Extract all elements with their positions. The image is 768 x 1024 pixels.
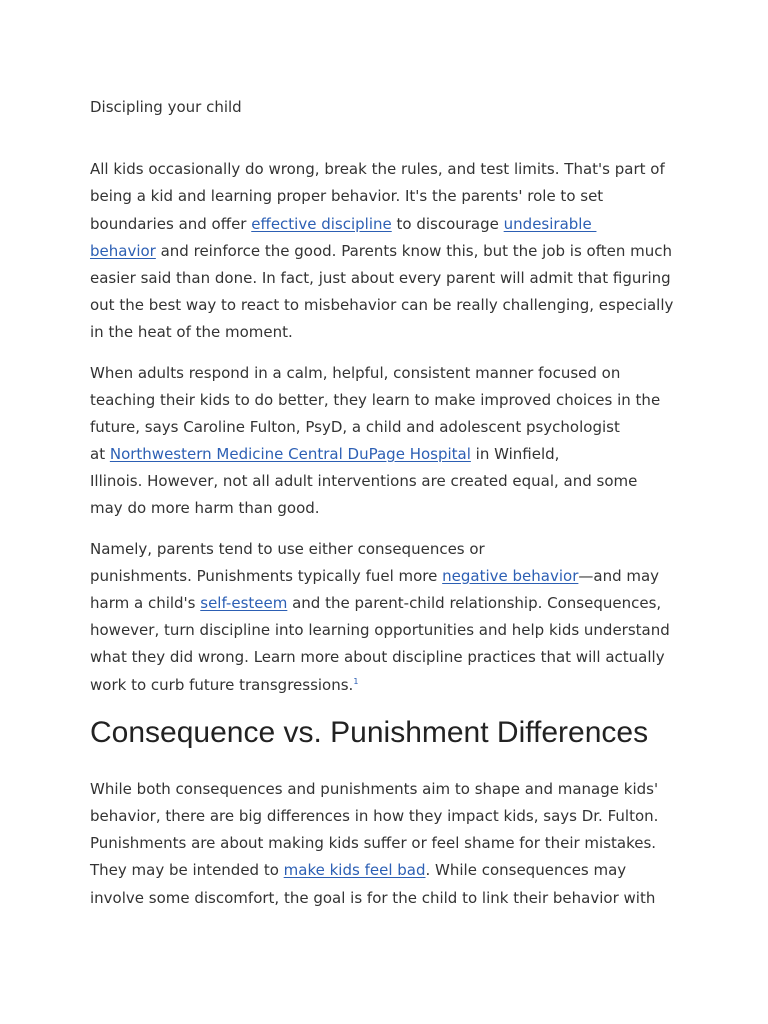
paragraph-consequences bbox=[90, 536, 700, 699]
paragraph-line bbox=[90, 590, 700, 617]
text-run: in the heat of the moment. bbox=[90, 323, 293, 342]
article-title: Discipling your child bbox=[90, 98, 242, 116]
paragraph-line bbox=[90, 292, 700, 319]
paragraph-line bbox=[90, 183, 700, 210]
text-run: Illinois. However, not all adult interventions are created equal, and some bbox=[90, 472, 638, 491]
footnote-marker bbox=[353, 677, 358, 686]
article bbox=[90, 94, 700, 925]
paragraph-line bbox=[90, 468, 700, 495]
section-heading: Consequence vs. Punishment Differences bbox=[90, 715, 649, 749]
paragraph-line bbox=[90, 387, 700, 414]
text-run: teaching their kids to do better, they learn to make improved choices in the bbox=[90, 390, 661, 409]
link-undesirable-behavior[interactable]: behavior bbox=[90, 241, 156, 260]
paragraph-line bbox=[90, 803, 700, 830]
paragraph-line bbox=[90, 495, 700, 522]
text-run: Namely, parents tend to use either consequences or bbox=[90, 539, 485, 558]
text-run: may do more harm than good. bbox=[90, 499, 320, 518]
paragraph-line bbox=[90, 360, 700, 387]
text-run: involve some discomfort, the goal is for the child to link their behavior with bbox=[90, 888, 656, 907]
paragraph-line bbox=[90, 414, 700, 441]
paragraph-differences bbox=[90, 776, 700, 912]
footnote-link[interactable]: 1 bbox=[353, 676, 359, 686]
link-self-esteem[interactable]: self-esteem bbox=[200, 594, 288, 612]
text-run: however, turn discipline into learning opportunities and help kids understand bbox=[90, 621, 670, 640]
link-make-kids-feel-bad[interactable]: make kids feel bad bbox=[283, 861, 426, 880]
paragraph-line bbox=[90, 156, 700, 183]
paragraph-line bbox=[90, 885, 700, 912]
text-run: to discourage bbox=[391, 214, 504, 233]
text-run: punishments. Punishments typically fuel more bbox=[90, 566, 443, 585]
paragraph-line bbox=[90, 238, 700, 265]
text-run: easier said than done. In fact, just about every parent will admit that figuring bbox=[90, 268, 671, 287]
text-run: Punishments are about making kids suffer or feel shame for their mistakes. bbox=[90, 834, 657, 853]
link-effective-discipline[interactable]: effective discipline bbox=[251, 214, 392, 233]
text-run: boundaries and offer bbox=[90, 214, 252, 233]
text-run: being a kid and learning proper behavior. It's the parents' role to set bbox=[90, 187, 604, 206]
text-run: in Winfield, bbox=[470, 445, 560, 464]
text-run: behavior, there are big differences in how they impact kids, says Dr. Fulton. bbox=[90, 806, 659, 825]
text-run: All kids occasionally do wrong, break the rules, and test limits. That's part of bbox=[90, 160, 665, 179]
paragraph-line bbox=[90, 617, 700, 644]
paragraph-line bbox=[90, 536, 700, 563]
text-run: . While consequences may bbox=[425, 861, 627, 880]
text-run: out the best way to react to misbehavior can be really challenging, especially bbox=[90, 296, 674, 315]
text-run: and the parent-child relationship. Consequences, bbox=[287, 594, 662, 612]
text-run: harm a child's bbox=[90, 594, 201, 612]
text-run: future, says Caroline Fulton, PsyD, a child and adolescent psychologist bbox=[90, 417, 620, 436]
text-run: at bbox=[90, 445, 110, 464]
paragraph-line bbox=[90, 265, 700, 292]
link-hospital[interactable]: Northwestern Medicine Central DuPage Hospital bbox=[109, 445, 471, 464]
paragraph-line bbox=[90, 776, 700, 803]
paragraph-line bbox=[90, 830, 700, 857]
text-run: and reinforce the good. Parents know this, but the job is often much bbox=[155, 241, 673, 260]
text-run: what they did wrong. Learn more about discipline practices that will actually bbox=[90, 648, 665, 667]
paragraph-line bbox=[90, 211, 700, 238]
text-run: work to curb future transgressions. bbox=[90, 675, 354, 694]
text-run: —and may bbox=[578, 566, 660, 585]
paragraph-intro bbox=[90, 156, 700, 346]
text-run: When adults respond in a calm, helpful, consistent manner focused on bbox=[90, 363, 621, 382]
paragraph-line bbox=[90, 441, 700, 468]
link-negative-behavior[interactable]: negative behavior bbox=[442, 566, 579, 585]
paragraph-line bbox=[90, 672, 700, 699]
text-run: While both consequences and punishments aim to shape and manage kids' bbox=[90, 779, 659, 798]
link-undesirable-behavior[interactable]: undesirable bbox=[503, 214, 597, 233]
paragraph-expert bbox=[90, 360, 700, 523]
text-run: They may be intended to bbox=[90, 861, 284, 880]
paragraph-line bbox=[90, 319, 700, 346]
paragraph-line bbox=[90, 857, 700, 884]
paragraph-line bbox=[90, 563, 700, 590]
paragraph-line bbox=[90, 644, 700, 671]
